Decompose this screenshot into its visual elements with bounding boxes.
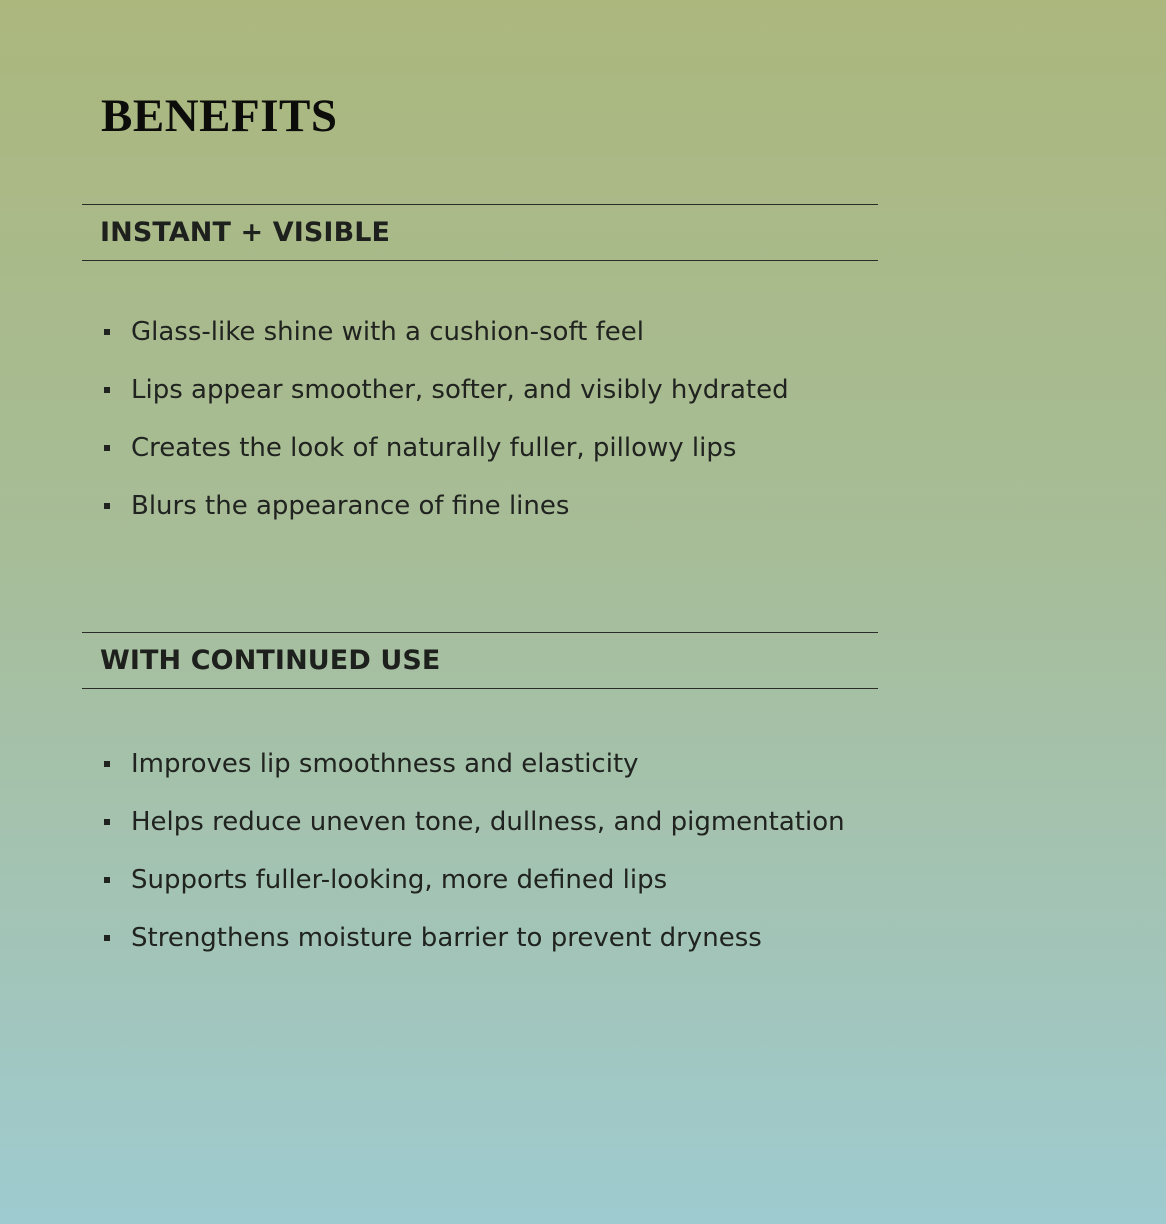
page-title: BENEFITS — [101, 90, 338, 142]
list-item-text: Lips appear smoother, softer, and visibly hydrated — [131, 375, 789, 405]
section-heading: WITH CONTINUED USE — [100, 645, 441, 676]
list-item-text: Strengthens moisture barrier to prevent dryness — [131, 923, 762, 953]
bullet-icon — [104, 445, 110, 451]
list-item-text: Improves lip smoothness and elasticity — [131, 749, 639, 779]
section-heading: INSTANT + VISIBLE — [100, 217, 391, 248]
section-header-instant-visible — [82, 204, 878, 261]
list-item-text: Supports fuller-looking, more defined lips — [131, 865, 668, 895]
bullet-icon — [104, 877, 110, 883]
section-header-continued-use — [82, 632, 878, 689]
bullet-icon — [104, 761, 110, 767]
list-item-text: Creates the look of naturally fuller, pillowy lips — [131, 433, 737, 463]
bullet-icon — [104, 935, 110, 941]
list-item-text: Glass-like shine with a cushion-soft feel — [131, 317, 644, 347]
bullet-icon — [104, 329, 110, 335]
bullet-icon — [104, 387, 110, 393]
list-item-text: Blurs the appearance of fine lines — [131, 491, 570, 521]
bullet-icon — [104, 503, 110, 509]
list-item-text: Helps reduce uneven tone, dullness, and pigmentation — [131, 807, 845, 837]
bullet-icon — [104, 819, 110, 825]
